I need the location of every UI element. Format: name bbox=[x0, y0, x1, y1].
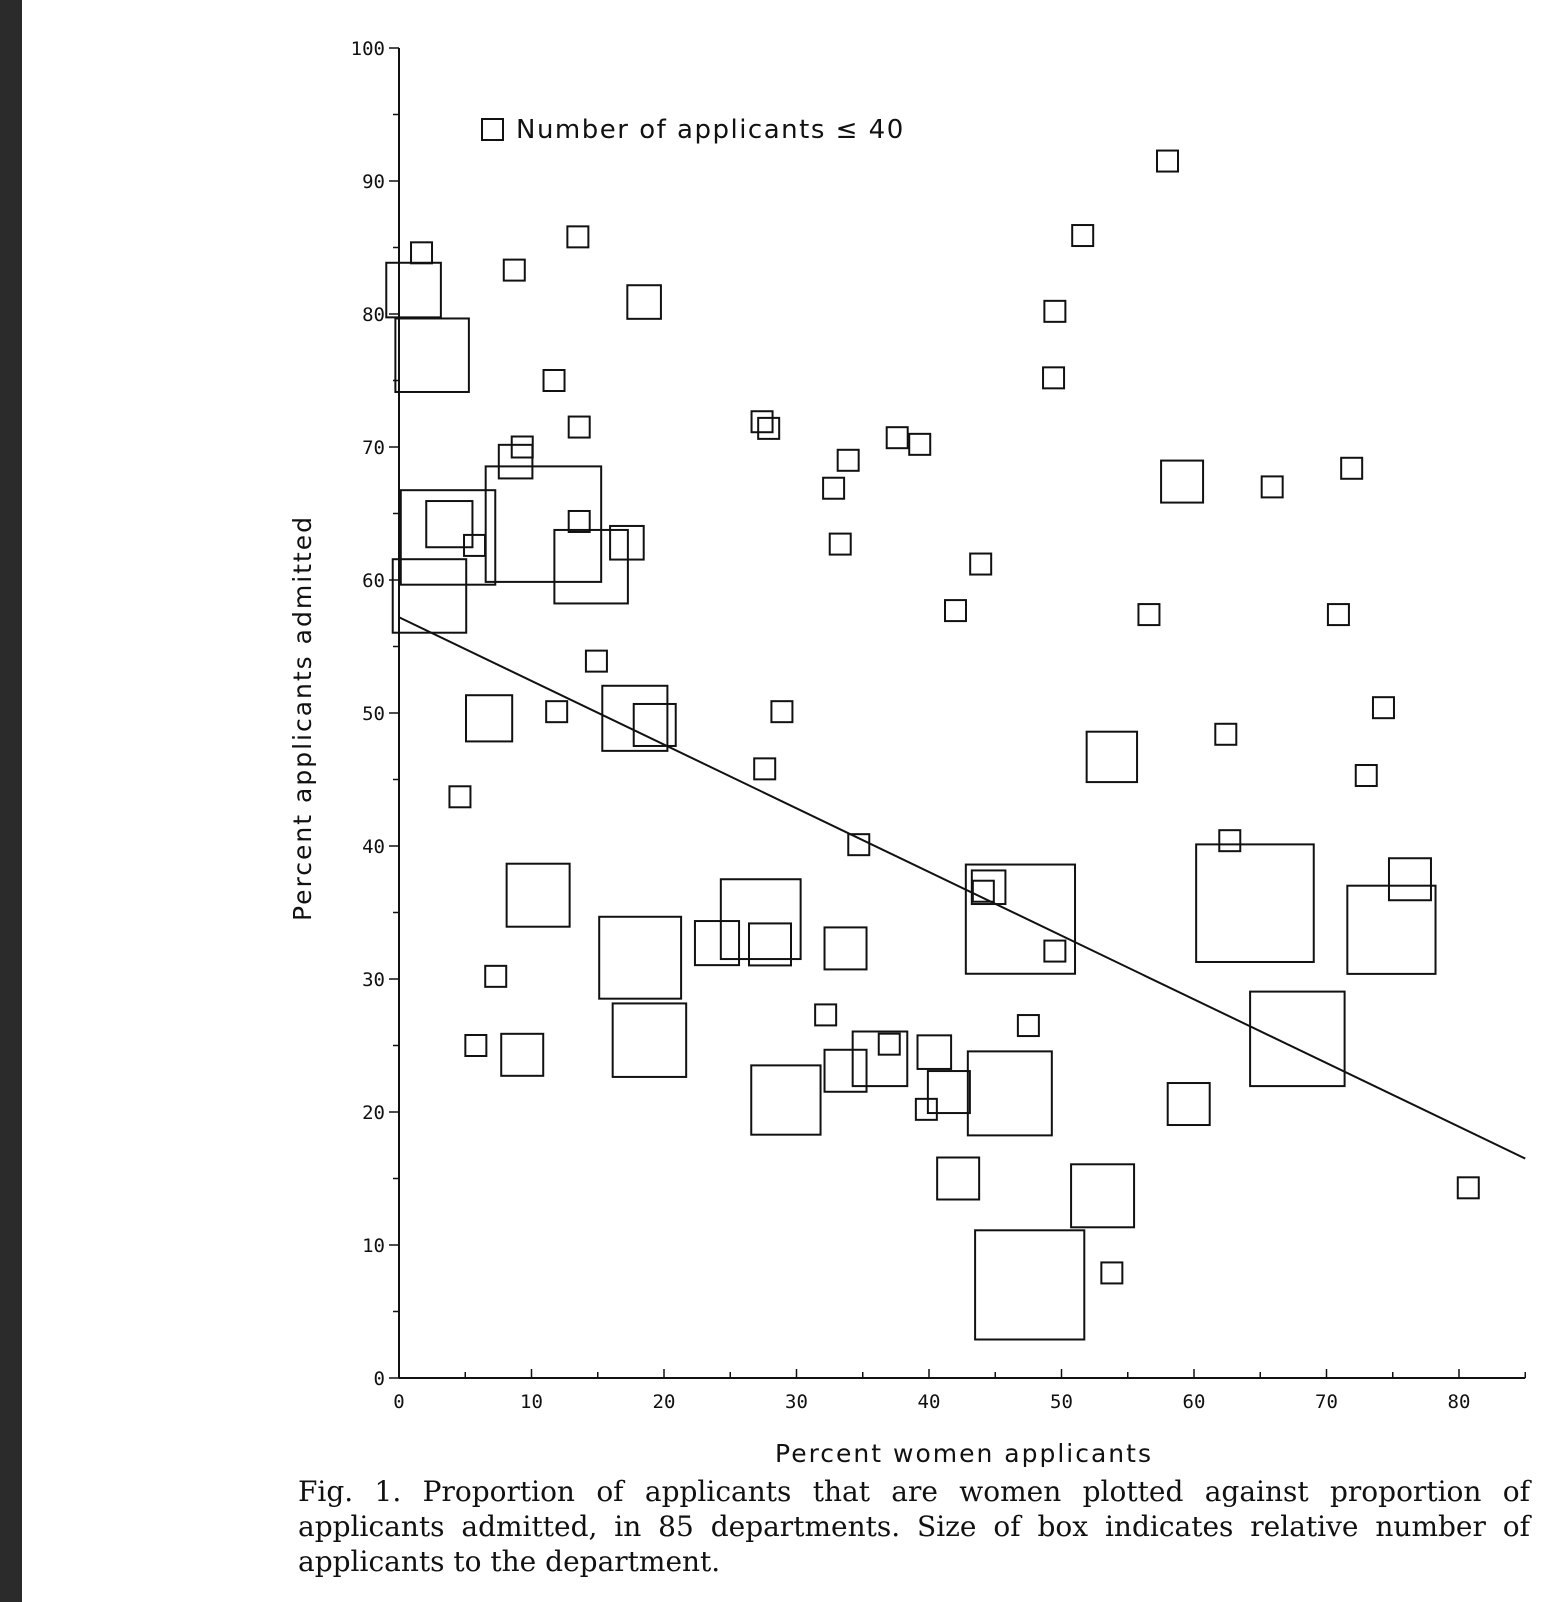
x-axis-title: Percent women applicants bbox=[775, 1439, 1153, 1468]
data-point-square bbox=[887, 427, 908, 448]
x-tick-label: 30 bbox=[785, 1391, 808, 1413]
data-point-square bbox=[918, 1035, 952, 1069]
data-point-square bbox=[823, 478, 844, 499]
y-tick-label: 40 bbox=[362, 836, 385, 858]
data-point-square bbox=[1018, 1015, 1039, 1036]
data-point-square bbox=[507, 864, 570, 927]
data-point-square bbox=[499, 445, 533, 479]
data-point-square bbox=[465, 1035, 486, 1056]
data-point-square bbox=[1157, 151, 1178, 172]
data-point-square bbox=[1347, 886, 1435, 974]
data-point-square bbox=[393, 559, 467, 633]
data-point-square bbox=[751, 1065, 820, 1134]
data-point-square bbox=[1071, 1164, 1134, 1227]
data-point-square bbox=[546, 701, 567, 722]
x-tick-label: 60 bbox=[1182, 1391, 1206, 1413]
x-tick-label: 0 bbox=[393, 1391, 405, 1413]
data-point-square bbox=[599, 917, 681, 999]
x-tick-label: 10 bbox=[520, 1391, 543, 1413]
data-point-square bbox=[627, 285, 661, 319]
figure-caption: Fig. 1. Proportion of applicants that are women plotted against proportion of applicants admitted, in 85 departments. Size of box indicates relative number of applicants to the department. bbox=[298, 1475, 1530, 1578]
y-tick-label: 20 bbox=[362, 1102, 385, 1124]
data-point-square bbox=[401, 490, 496, 585]
data-point-square bbox=[1101, 1262, 1122, 1283]
data-point-square bbox=[613, 1003, 687, 1076]
data-point-square bbox=[466, 695, 512, 741]
data-point-square bbox=[1072, 225, 1093, 246]
data-point-square bbox=[586, 651, 607, 672]
axes-layer bbox=[351, 38, 1526, 1413]
data-point-square bbox=[758, 418, 779, 439]
y-tick-label: 30 bbox=[362, 969, 385, 991]
data-point-square bbox=[1161, 461, 1203, 503]
legend-swatch bbox=[482, 119, 503, 140]
data-point-square bbox=[1168, 1083, 1210, 1125]
data-point-square bbox=[1250, 992, 1345, 1087]
y-tick-label: 10 bbox=[362, 1235, 385, 1257]
data-point-square bbox=[972, 870, 1006, 904]
x-tick-label: 20 bbox=[652, 1391, 676, 1413]
data-point-square bbox=[395, 318, 469, 392]
data-point-square bbox=[501, 1034, 543, 1076]
data-point-square bbox=[909, 434, 930, 455]
data-point-square bbox=[1196, 844, 1314, 962]
data-point-square bbox=[879, 1034, 900, 1055]
data-point-square bbox=[825, 927, 867, 969]
data-point-square bbox=[968, 1051, 1052, 1135]
data-point-square bbox=[464, 535, 485, 556]
y-tick-label: 70 bbox=[362, 437, 385, 459]
data-point-square bbox=[544, 370, 565, 391]
data-point-square bbox=[1341, 458, 1362, 479]
data-point-square bbox=[512, 437, 533, 458]
marks-layer bbox=[386, 151, 1525, 1340]
data-point-square bbox=[1044, 941, 1065, 962]
data-point-square bbox=[970, 554, 991, 575]
data-point-square bbox=[554, 530, 628, 604]
data-point-square bbox=[1219, 830, 1240, 851]
x-tick-label: 80 bbox=[1447, 1391, 1471, 1413]
data-point-square bbox=[1044, 301, 1065, 322]
data-point-square bbox=[486, 466, 602, 582]
data-point-square bbox=[411, 242, 432, 263]
y-tick-label: 90 bbox=[362, 171, 385, 193]
y-tick-label: 0 bbox=[373, 1368, 385, 1390]
data-point-square bbox=[1138, 604, 1159, 625]
y-tick-label: 50 bbox=[362, 703, 385, 725]
x-tick-label: 70 bbox=[1315, 1391, 1338, 1413]
data-point-square bbox=[1262, 476, 1283, 497]
data-point-square bbox=[945, 600, 966, 621]
data-point-square bbox=[916, 1099, 937, 1120]
data-point-square bbox=[1043, 367, 1064, 388]
data-point-square bbox=[721, 879, 801, 959]
data-point-square bbox=[1087, 732, 1137, 782]
data-point-square bbox=[1458, 1177, 1479, 1198]
data-point-square bbox=[975, 1230, 1084, 1339]
data-point-square bbox=[449, 786, 470, 807]
data-point-square bbox=[830, 534, 851, 555]
data-point-square bbox=[1389, 858, 1431, 900]
data-point-square bbox=[771, 701, 792, 722]
x-tick-label: 40 bbox=[917, 1391, 941, 1413]
data-point-square bbox=[1328, 604, 1349, 625]
y-tick-label: 100 bbox=[350, 38, 385, 60]
legend-label: Number of applicants ≤ 40 bbox=[516, 115, 905, 145]
data-point-square bbox=[1215, 724, 1236, 745]
data-point-square bbox=[386, 263, 441, 318]
y-tick-label: 80 bbox=[362, 304, 385, 326]
data-point-square bbox=[485, 966, 506, 987]
data-point-square bbox=[426, 501, 472, 547]
data-point-square bbox=[1356, 765, 1377, 786]
data-point-square bbox=[937, 1158, 979, 1200]
data-point-square bbox=[754, 758, 775, 779]
data-point-square bbox=[567, 226, 588, 247]
y-axis-title: Percent applicants admitted bbox=[288, 515, 317, 921]
data-point-square bbox=[838, 450, 859, 471]
data-point-square bbox=[815, 1004, 836, 1025]
data-point-square bbox=[569, 417, 590, 438]
y-tick-label: 60 bbox=[362, 570, 385, 592]
data-point-square bbox=[569, 511, 590, 532]
data-point-square bbox=[752, 411, 773, 432]
regression-line bbox=[399, 617, 1525, 1158]
data-point-square bbox=[504, 260, 525, 281]
x-tick-label: 50 bbox=[1050, 1391, 1073, 1413]
data-point-square bbox=[1373, 697, 1394, 718]
data-point-square bbox=[928, 1071, 970, 1113]
